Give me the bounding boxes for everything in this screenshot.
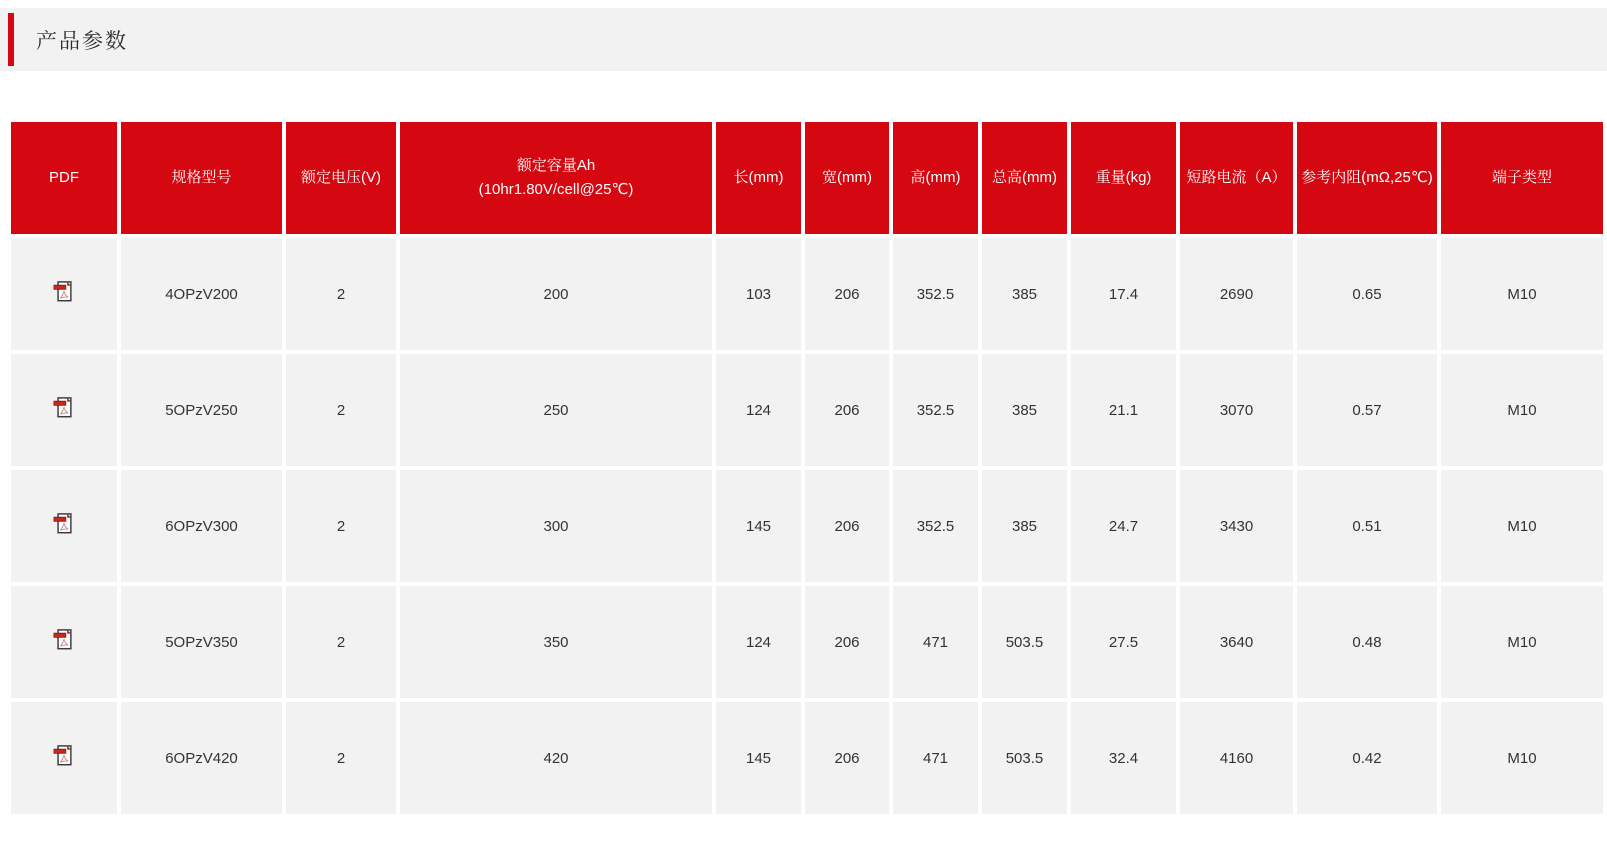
cell-capacity: 250 (400, 354, 712, 466)
cell-model: 6OPzV420 (121, 702, 282, 814)
cell-voltage: 2 (286, 238, 396, 350)
column-header-short-circuit-current: 短路电流（A） (1180, 122, 1293, 234)
column-header-width: 宽(mm) (805, 122, 889, 234)
cell-capacity: 420 (400, 702, 712, 814)
cell-terminal-type: M10 (1441, 586, 1603, 698)
pdf-download-link[interactable] (53, 743, 75, 769)
cell-length: 145 (716, 702, 801, 814)
cell-weight: 32.4 (1071, 702, 1176, 814)
product-parameters-table (7, 118, 1607, 818)
cell-width: 206 (805, 702, 889, 814)
cell-weight: 17.4 (1071, 238, 1176, 350)
pdf-cell (11, 470, 117, 582)
cell-short-circuit-current: 3070 (1180, 354, 1293, 466)
pdf-cell (11, 586, 117, 698)
cell-length: 145 (716, 470, 801, 582)
table-row (11, 586, 1603, 698)
cell-width: 206 (805, 586, 889, 698)
pdf-download-link[interactable] (53, 279, 75, 305)
cell-height: 471 (893, 702, 978, 814)
pdf-file-icon (53, 627, 75, 653)
cell-height: 471 (893, 586, 978, 698)
cell-voltage: 2 (286, 702, 396, 814)
column-header-pdf: PDF (11, 122, 117, 234)
cell-total-height: 385 (982, 354, 1067, 466)
cell-terminal-type: M10 (1441, 470, 1603, 582)
column-header-internal-resistance: 参考内阻(mΩ,25℃) (1297, 122, 1437, 234)
red-accent-bar (8, 13, 14, 66)
cell-internal-resistance: 0.42 (1297, 702, 1437, 814)
cell-width: 206 (805, 238, 889, 350)
column-header-model: 规格型号 (121, 122, 282, 234)
cell-capacity: 350 (400, 586, 712, 698)
cell-voltage: 2 (286, 586, 396, 698)
pdf-cell (11, 354, 117, 466)
pdf-file-icon (53, 511, 75, 537)
cell-weight: 21.1 (1071, 354, 1176, 466)
table-header-row (11, 122, 1603, 234)
pdf-file-icon (53, 743, 75, 769)
cell-length: 103 (716, 238, 801, 350)
table-row (11, 238, 1603, 350)
cell-terminal-type: M10 (1441, 354, 1603, 466)
column-header-height: 高(mm) (893, 122, 978, 234)
page-title: 产品参数 (36, 29, 128, 53)
cell-height: 352.5 (893, 470, 978, 582)
cell-capacity: 300 (400, 470, 712, 582)
cell-capacity: 200 (400, 238, 712, 350)
cell-voltage: 2 (286, 354, 396, 466)
pdf-file-icon (53, 395, 75, 421)
cell-model: 5OPzV250 (121, 354, 282, 466)
cell-total-height: 385 (982, 470, 1067, 582)
cell-total-height: 385 (982, 238, 1067, 350)
cell-weight: 24.7 (1071, 470, 1176, 582)
pdf-download-link[interactable] (53, 511, 75, 537)
column-header-voltage: 额定电压(V) (286, 122, 396, 234)
cell-short-circuit-current: 4160 (1180, 702, 1293, 814)
column-header-weight: 重量(kg) (1071, 122, 1176, 234)
pdf-cell (11, 702, 117, 814)
table-row (11, 354, 1603, 466)
section-header-band (0, 8, 1607, 71)
column-header-total-height: 总高(mm) (982, 122, 1067, 234)
pdf-download-link[interactable] (53, 627, 75, 653)
cell-short-circuit-current: 3640 (1180, 586, 1293, 698)
cell-model: 4OPzV200 (121, 238, 282, 350)
cell-terminal-type: M10 (1441, 238, 1603, 350)
cell-total-height: 503.5 (982, 702, 1067, 814)
cell-width: 206 (805, 354, 889, 466)
cell-model: 6OPzV300 (121, 470, 282, 582)
cell-short-circuit-current: 2690 (1180, 238, 1293, 350)
column-header-capacity (400, 122, 712, 234)
cell-length: 124 (716, 354, 801, 466)
table-row (11, 702, 1603, 814)
pdf-file-icon (53, 279, 75, 305)
cell-internal-resistance: 0.57 (1297, 354, 1437, 466)
column-header-terminal-type: 端子类型 (1441, 122, 1603, 234)
pdf-download-link[interactable] (53, 395, 75, 421)
cell-terminal-type: M10 (1441, 702, 1603, 814)
cell-internal-resistance: 0.48 (1297, 586, 1437, 698)
cell-model: 5OPzV350 (121, 586, 282, 698)
column-header-capacity-line1: 额定容量Ah (516, 157, 596, 174)
cell-voltage: 2 (286, 470, 396, 582)
cell-length: 124 (716, 586, 801, 698)
table-row (11, 470, 1603, 582)
pdf-cell (11, 238, 117, 350)
column-header-capacity-line2: (10hr1.80V/cell@25℃) (478, 181, 634, 198)
cell-width: 206 (805, 470, 889, 582)
cell-internal-resistance: 0.65 (1297, 238, 1437, 350)
cell-weight: 27.5 (1071, 586, 1176, 698)
product-parameters-section (7, 118, 1602, 818)
column-header-length: 长(mm) (716, 122, 801, 234)
cell-total-height: 503.5 (982, 586, 1067, 698)
cell-height: 352.5 (893, 238, 978, 350)
cell-short-circuit-current: 3430 (1180, 470, 1293, 582)
cell-internal-resistance: 0.51 (1297, 470, 1437, 582)
cell-height: 352.5 (893, 354, 978, 466)
